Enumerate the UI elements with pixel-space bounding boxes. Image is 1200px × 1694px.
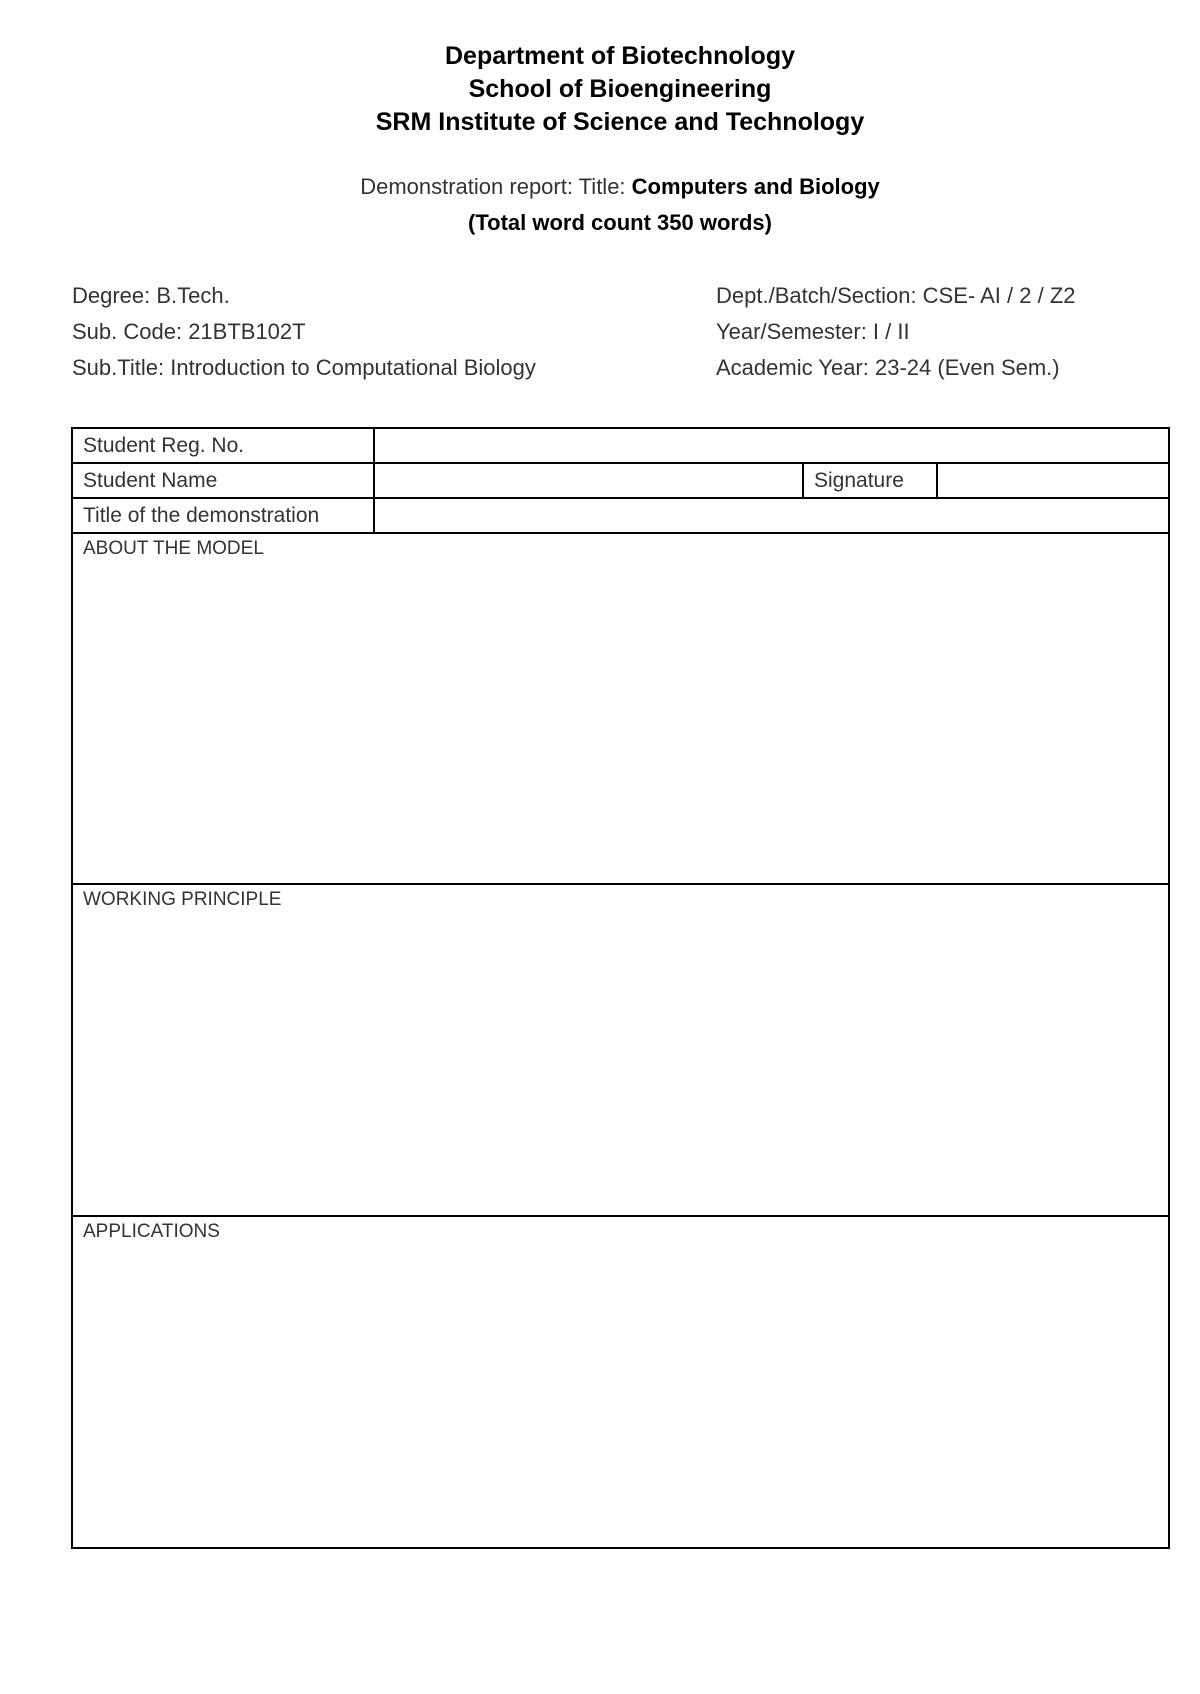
institute-title: SRM Institute of Science and Technology bbox=[375, 108, 865, 136]
course-info-left bbox=[72, 278, 536, 386]
about-model-section[interactable] bbox=[72, 533, 1169, 884]
working-principle-section[interactable] bbox=[72, 884, 1169, 1216]
student-name-field[interactable] bbox=[374, 463, 803, 498]
demo-title-label: Title of the demonstration bbox=[72, 498, 374, 533]
report-title-line bbox=[0, 172, 1200, 202]
demo-title-row bbox=[72, 498, 1169, 533]
year-semester-text: Year/Semester: I / II bbox=[716, 319, 910, 344]
report-form-table bbox=[71, 427, 1170, 1549]
demo-title-field[interactable] bbox=[374, 498, 1169, 533]
report-title: Computers and Biology bbox=[631, 174, 880, 199]
course-info-right bbox=[716, 278, 1076, 386]
applications-row bbox=[72, 1216, 1169, 1548]
signature-label: Signature bbox=[803, 463, 937, 498]
about-model-row bbox=[72, 533, 1169, 884]
department-title: Department of Biotechnology bbox=[444, 42, 795, 70]
student-name-row bbox=[72, 463, 1169, 498]
academic-year-text: Academic Year: 23-24 (Even Sem.) bbox=[716, 355, 1060, 380]
degree-text: Degree: B.Tech. bbox=[72, 283, 230, 308]
reg-no-row bbox=[72, 428, 1169, 463]
document-header bbox=[0, 40, 1200, 139]
school-title: School of Bioengineering bbox=[468, 75, 772, 103]
subject-code-text: Sub. Code: 21BTB102T bbox=[72, 319, 306, 344]
reg-no-field[interactable] bbox=[374, 428, 1169, 463]
subject-title-text: Sub.Title: Introduction to Computational Biology bbox=[72, 355, 536, 380]
about-model-label: ABOUT THE MODEL bbox=[83, 538, 264, 559]
reg-no-label: Student Reg. No. bbox=[72, 428, 374, 463]
word-count-note: (Total word count 350 words) bbox=[468, 210, 772, 235]
student-name-label: Student Name bbox=[72, 463, 374, 498]
applications-label: APPLICATIONS bbox=[83, 1221, 220, 1242]
working-principle-row bbox=[72, 884, 1169, 1216]
applications-section[interactable] bbox=[72, 1216, 1169, 1548]
report-title-prefix: Demonstration report: Title: bbox=[360, 174, 632, 199]
working-principle-label: WORKING PRINCIPLE bbox=[83, 889, 282, 910]
dept-batch-section-text: Dept./Batch/Section: CSE- AI / 2 / Z2 bbox=[716, 283, 1076, 308]
signature-field[interactable] bbox=[937, 463, 1169, 498]
